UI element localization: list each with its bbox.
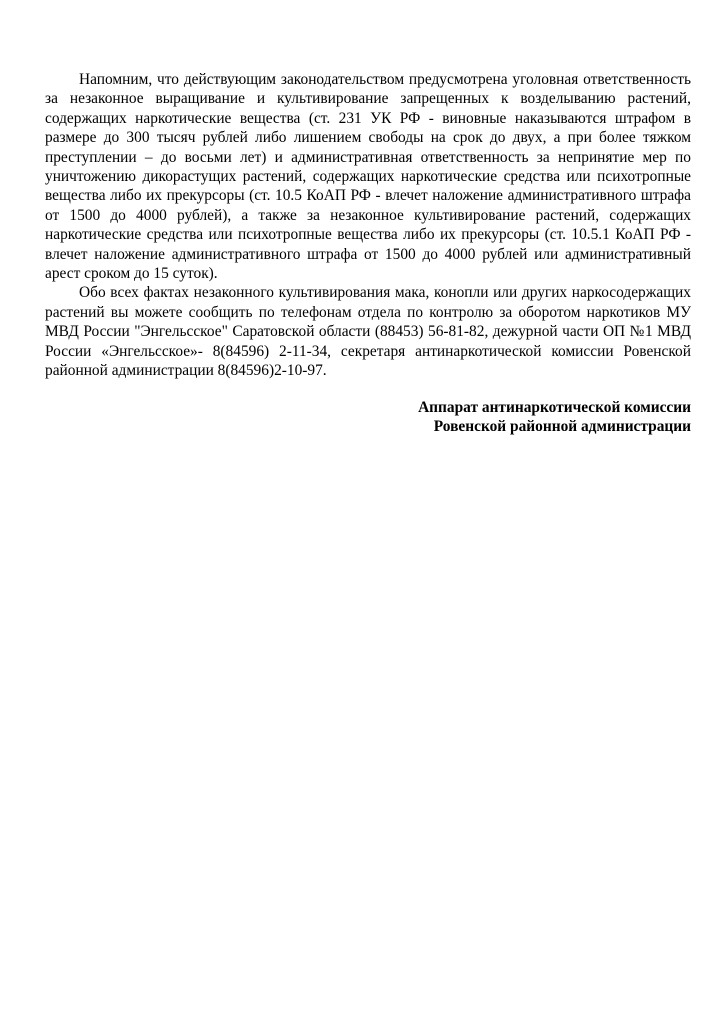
signature-line-2: Ровенской районной администрации xyxy=(433,417,691,435)
signature-line-1: Аппарат антинаркотической комиссии xyxy=(418,398,691,416)
body-paragraph-2: Обо всех фактах незаконного культивирования мака, конопли или других наркосодержащих растений вы можете сообщить по телефонам отдела по контролю за оборотом наркотиков МУ МВД России "Энгельсское" Саратовской области (88453) 56-81-82, дежурной части ОП №1 МВД России «Энгельсское»- 8(84596) 2-11-34, секретаря антинаркотической комиссии Ровенской районной администрации 8(84596)2-10-97. xyxy=(45,284,691,380)
signature-block xyxy=(45,398,691,437)
document-page xyxy=(45,70,691,436)
body-paragraph-1: Напомним, что действующим законодательством предусмотрена уголовная ответственность за незаконное выращивание и культивирование запрещенных к возделыванию растений, содержащих наркотические вещества (ст. 231 УК РФ - виновные наказываются штрафом в размере до 300 тысяч рублей либо лишением свободы на срок до двух, а при более тяжком преступлении – до восьми лет) и административная ответственность за непринятие мер по уничтожению дикорастущих растений, содержащих наркотические средства или психотропные вещества либо их прекурсоры (ст. 10.5 КоАП РФ - влечет наложение административного штрафа от 1500 до 4000 рублей), а также за незаконное культивирование растений, содержащих наркотические средства или психотропные вещества либо их прекурсоры (ст. 10.5.1 КоАП РФ - влечет наложение административного штрафа от 1500 до 4000 рублей или административный арест сроком до 15 суток). xyxy=(45,71,691,283)
